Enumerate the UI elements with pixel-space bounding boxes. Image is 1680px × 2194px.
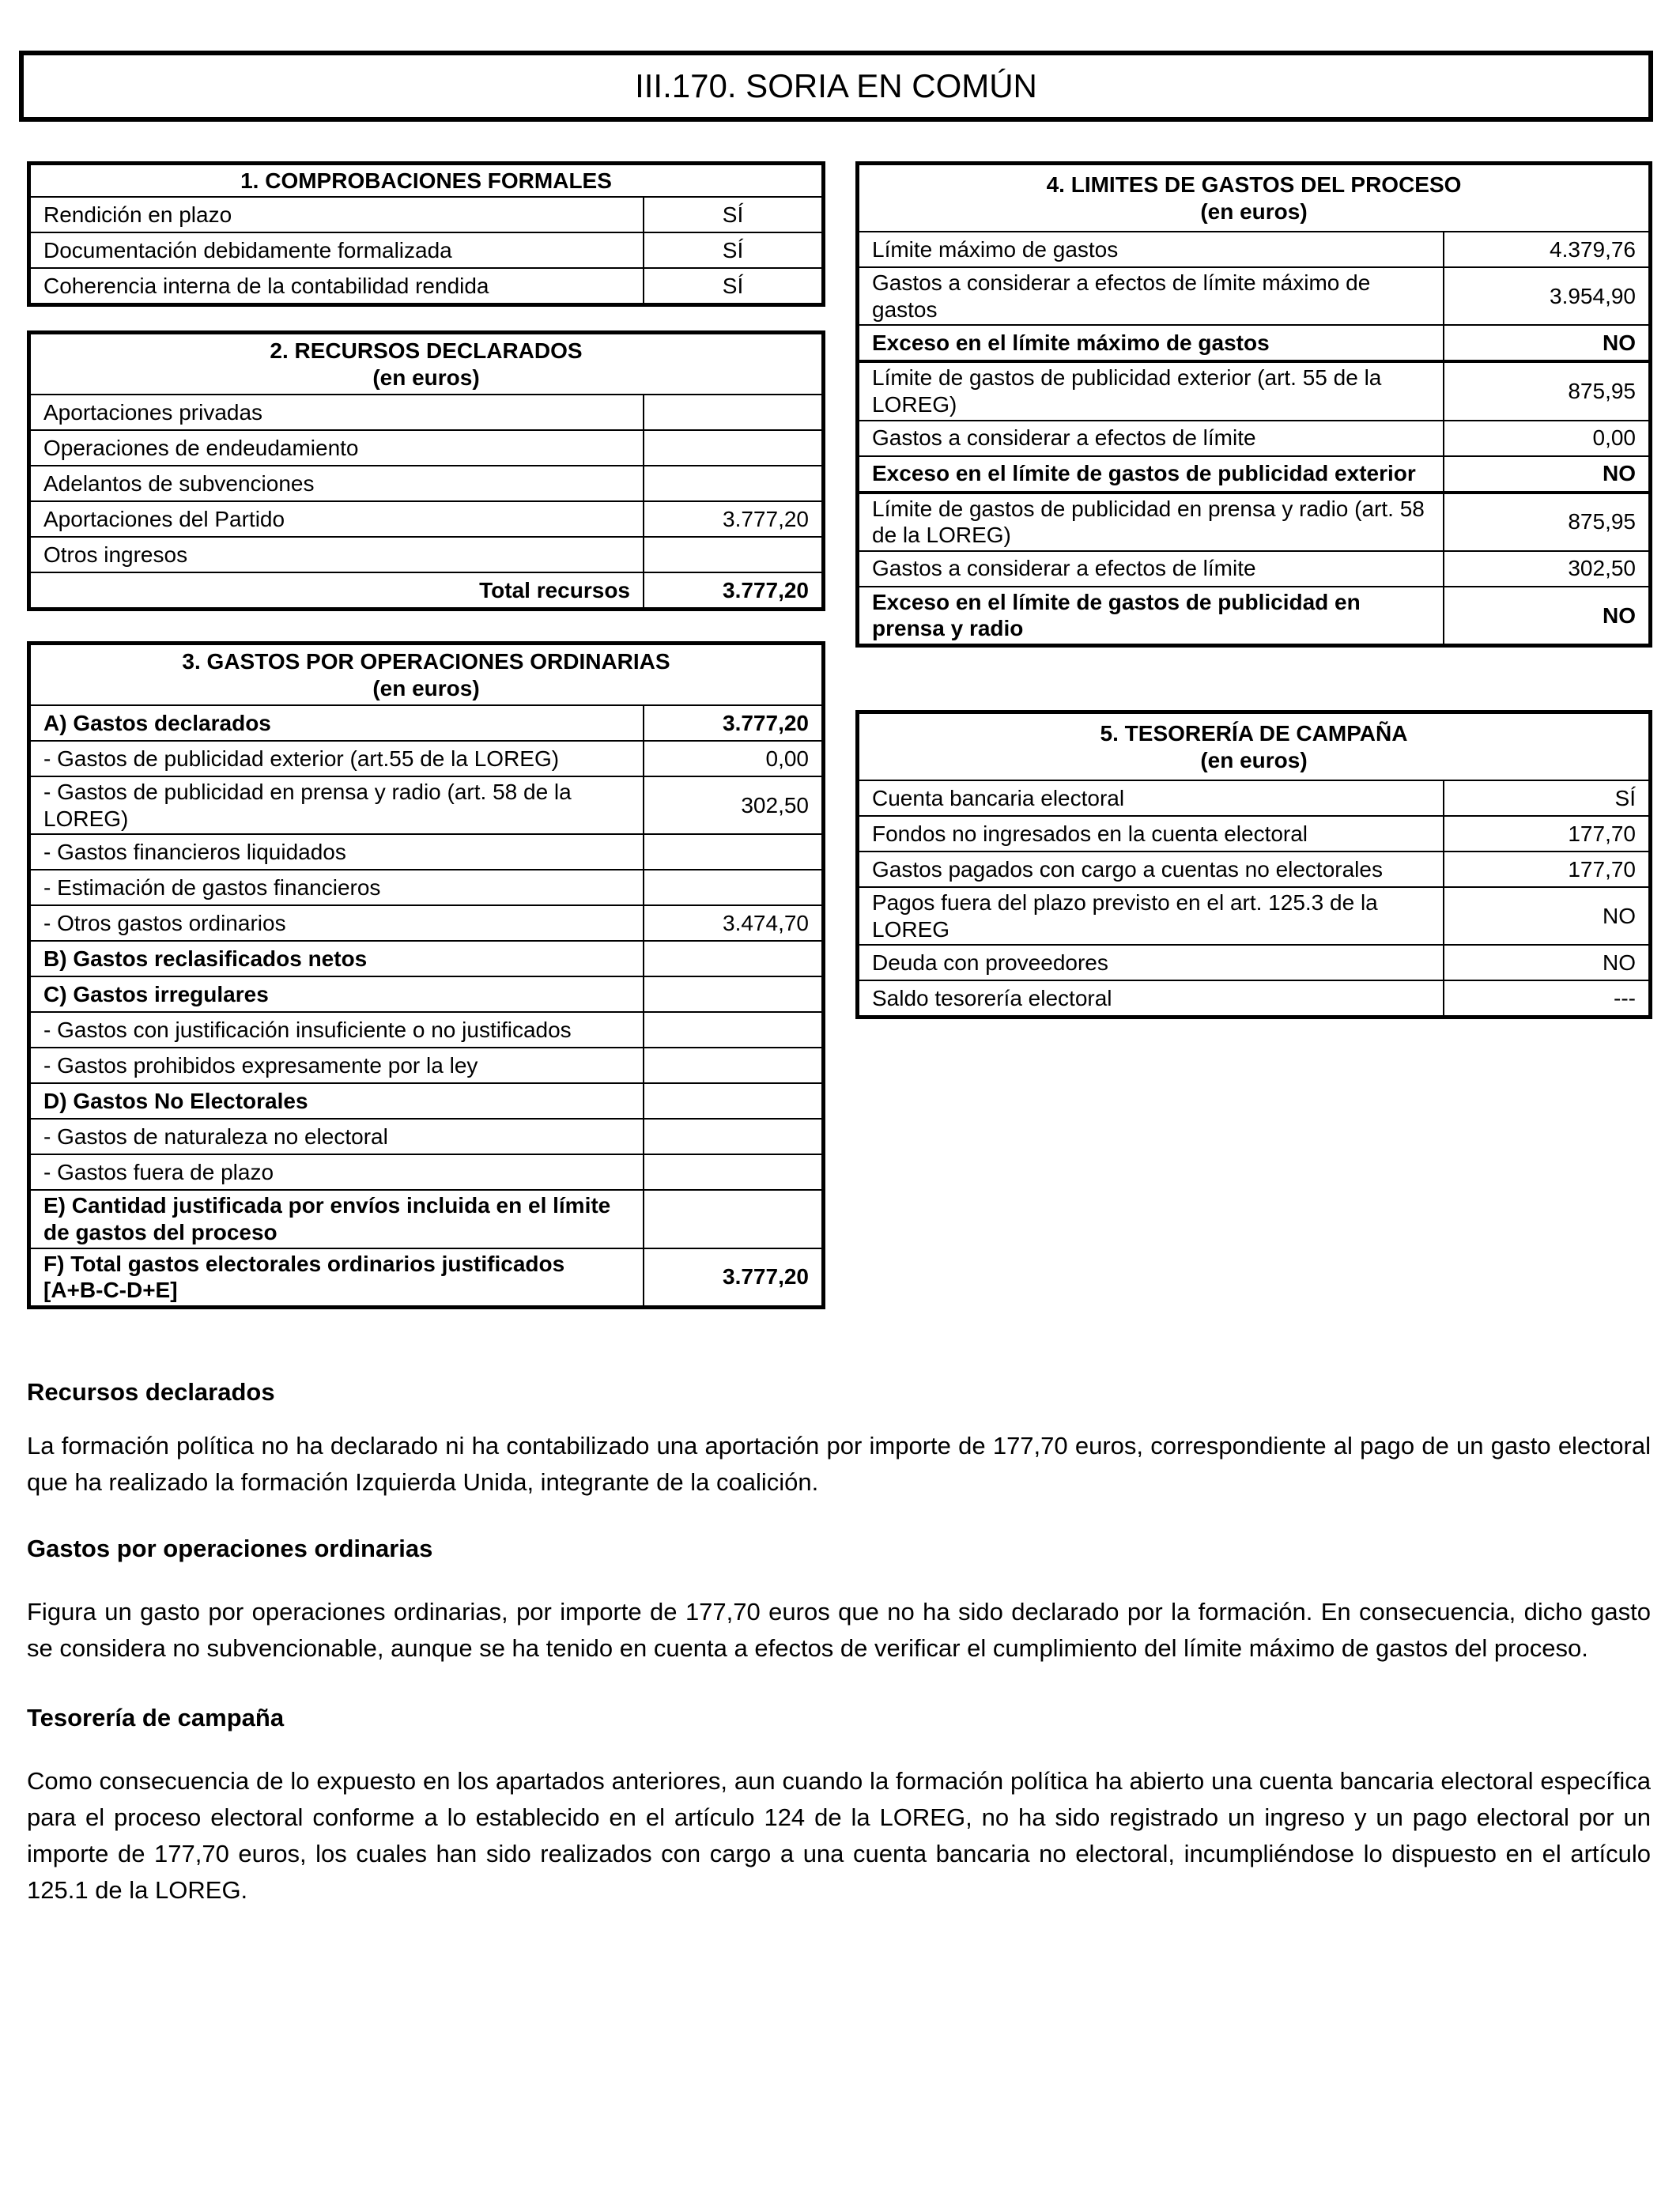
row-label: B) Gastos reclasificados netos [31, 941, 644, 976]
table-header-title: 3. GASTOS POR OPERACIONES ORDINARIAS [182, 649, 670, 674]
row-label: Límite de gastos de publicidad exterior (art. 55 de la LOREG) [859, 361, 1444, 420]
table-header-title: 2. RECURSOS DECLARADOS [270, 338, 583, 363]
row-value: 3.777,20 [644, 501, 821, 537]
table-row [31, 268, 821, 303]
table-row [31, 395, 821, 430]
table-row [859, 587, 1648, 644]
table-row [859, 816, 1648, 852]
table-row [31, 1012, 821, 1048]
table-row [31, 501, 821, 537]
row-label: Exceso en el límite de gastos de publicidad exterior [859, 456, 1444, 493]
row-label: - Gastos fuera de plazo [31, 1154, 644, 1190]
row-value [644, 466, 821, 501]
total-row [31, 572, 821, 607]
table-row [31, 537, 821, 572]
row-value: NO [1444, 887, 1648, 945]
row-value: 177,70 [1444, 852, 1648, 887]
section-heading-recursos: Recursos declarados [27, 1378, 275, 1406]
row-label: Fondos no ingresados en la cuenta electoral [859, 816, 1444, 852]
table-row [31, 776, 821, 834]
table-header-subtitle: (en euros) [1200, 747, 1308, 772]
row-value: 302,50 [1444, 551, 1648, 587]
table-row [859, 780, 1648, 816]
row-label: - Gastos financieros liquidados [31, 834, 644, 870]
section-heading-tesoreria: Tesorería de campaña [27, 1704, 285, 1731]
row-value: 4.379,76 [1444, 232, 1648, 267]
row-label: Saldo tesorería electoral [859, 980, 1444, 1015]
row-value [644, 1012, 821, 1048]
table-header [859, 714, 1648, 780]
table-header-subtitle: (en euros) [1200, 198, 1308, 224]
row-value: 875,95 [1444, 493, 1648, 551]
row-label: A) Gastos declarados [31, 705, 644, 741]
table-row [31, 1119, 821, 1154]
table-row [31, 905, 821, 941]
row-label: Gastos pagados con cargo a cuentas no electorales [859, 852, 1444, 887]
table-comprobaciones-formales [27, 161, 825, 307]
row-value: 3.474,70 [644, 905, 821, 941]
row-label: Documentación debidamente formalizada [31, 232, 644, 268]
row-label: Coherencia interna de la contabilidad rendida [31, 268, 644, 303]
row-value: --- [1444, 980, 1648, 1015]
row-label: - Gastos de publicidad en prensa y radio (art. 58 de la LOREG) [31, 776, 644, 834]
row-label: - Otros gastos ordinarios [31, 905, 644, 941]
row-value [644, 1190, 821, 1248]
table-header [31, 645, 821, 705]
row-label: Gastos a considerar a efectos de límite [859, 421, 1444, 456]
table-row [31, 741, 821, 776]
row-label: F) Total gastos electorales ordinarios justificados [A+B-C-D+E] [31, 1248, 644, 1305]
row-value: SÍ [644, 232, 821, 268]
row-label: Exceso en el límite máximo de gastos [859, 325, 1444, 361]
table-header-subtitle: (en euros) [372, 675, 480, 700]
row-value: 302,50 [644, 776, 821, 834]
row-label: Límite máximo de gastos [859, 232, 1444, 267]
row-label: Operaciones de endeudamiento [31, 430, 644, 466]
table-row [31, 1248, 821, 1305]
table-recursos-declarados [27, 330, 825, 611]
table-row [859, 232, 1648, 267]
table-row [31, 466, 821, 501]
row-label: D) Gastos No Electorales [31, 1083, 644, 1119]
row-label: E) Cantidad justificada por envíos incluida en el límite de gastos del proceso [31, 1190, 644, 1248]
row-label: Deuda con proveedores [859, 945, 1444, 980]
row-label: Rendición en plazo [31, 197, 644, 232]
table-row [31, 976, 821, 1012]
row-value [644, 870, 821, 905]
table-row [859, 325, 1648, 361]
table-row [31, 1048, 821, 1083]
row-label: - Gastos de publicidad exterior (art.55 de la LOREG) [31, 741, 644, 776]
row-label: Adelantos de subvenciones [31, 466, 644, 501]
total-value: 3.777,20 [644, 572, 821, 607]
row-value: 3.777,20 [644, 705, 821, 741]
table-row [859, 456, 1648, 493]
total-label: Total recursos [31, 572, 644, 607]
table-row [859, 421, 1648, 456]
page-title: III.170. SORIA EN COMÚN [19, 51, 1653, 122]
row-label: Gastos a considerar a efectos de límite máximo de gastos [859, 267, 1444, 325]
row-value: NO [1444, 325, 1648, 361]
table-header [31, 334, 821, 395]
table-row [31, 1154, 821, 1190]
row-value: NO [1444, 945, 1648, 980]
row-label: Límite de gastos de publicidad en prensa y radio (art. 58 de la LOREG) [859, 493, 1444, 551]
table-gastos-ordinarios [27, 641, 825, 1309]
table-row [31, 232, 821, 268]
table-row [859, 493, 1648, 551]
row-value [644, 430, 821, 466]
row-label: - Gastos de naturaleza no electoral [31, 1119, 644, 1154]
row-value [644, 1154, 821, 1190]
row-value [644, 1048, 821, 1083]
section-heading-gastos: Gastos por operaciones ordinarias [27, 1535, 433, 1562]
table-row [31, 870, 821, 905]
table-row [31, 1083, 821, 1119]
table-header [859, 165, 1648, 232]
row-label: - Gastos con justificación insuficiente o no justificados [31, 1012, 644, 1048]
row-value [644, 537, 821, 572]
row-value: 0,00 [644, 741, 821, 776]
table-row [859, 267, 1648, 325]
row-label: Aportaciones privadas [31, 395, 644, 430]
row-value [644, 1119, 821, 1154]
row-label: Pagos fuera del plazo previsto en el art. 125.3 de la LOREG [859, 887, 1444, 945]
table-row [31, 430, 821, 466]
row-value: 0,00 [1444, 421, 1648, 456]
row-value: 875,95 [1444, 361, 1648, 420]
row-value: 177,70 [1444, 816, 1648, 852]
table-row [31, 941, 821, 976]
row-label: Otros ingresos [31, 537, 644, 572]
row-label: Cuenta bancaria electoral [859, 780, 1444, 816]
row-value: SÍ [644, 268, 821, 303]
table-row [31, 197, 821, 232]
row-value [644, 1083, 821, 1119]
table-header-title: 5. TESORERÍA DE CAMPAÑA [1100, 721, 1408, 746]
row-label: Aportaciones del Partido [31, 501, 644, 537]
table-row [31, 705, 821, 741]
table-row [859, 945, 1648, 980]
table-row [859, 887, 1648, 945]
table-row [859, 980, 1648, 1015]
row-label: - Gastos prohibidos expresamente por la ley [31, 1048, 644, 1083]
table-row [859, 852, 1648, 887]
row-value [644, 834, 821, 870]
row-value: 3.954,90 [1444, 267, 1648, 325]
row-label: Gastos a considerar a efectos de límite [859, 551, 1444, 587]
row-label: Exceso en el límite de gastos de publicidad en prensa y radio [859, 587, 1444, 644]
row-value: NO [1444, 587, 1648, 644]
table-limites-gastos [855, 161, 1652, 648]
table-header-title: 4. LIMITES DE GASTOS DEL PROCESO [1046, 172, 1462, 197]
row-value: 3.777,20 [644, 1248, 821, 1305]
paragraph-recursos: La formación política no ha declarado ni ha contabilizado una aportación por importe de 177,70 euros, correspondiente al pago de un gasto electoral que ha realizado la formación Izquierda Unida, integrante de la coalición. [27, 1432, 1651, 1496]
report-text [27, 1374, 1651, 1909]
row-value: SÍ [644, 197, 821, 232]
row-label: - Estimación de gastos financieros [31, 870, 644, 905]
table-header: 1. COMPROBACIONES FORMALES [31, 165, 821, 197]
row-value [644, 976, 821, 1012]
row-value: SÍ [1444, 780, 1648, 816]
table-tesoreria-campana [855, 710, 1652, 1019]
paragraph-tesoreria: Como consecuencia de lo expuesto en los apartados anteriores, aun cuando la formación política ha abierto una cuenta bancaria electoral específica para el proceso electoral conforme a lo establecido en el artículo 124 de la LOREG, no ha sido registrado un ingreso y un pago electoral por un importe de 177,70 euros, los cuales han sido realizados con cargo a una cuenta bancaria no electoral, incumpliéndose lo dispuesto en el artículo 125.1 de la LOREG. [27, 1767, 1651, 1904]
row-value [644, 395, 821, 430]
paragraph-gastos: Figura un gasto por operaciones ordinarias, por importe de 177,70 euros que no ha sido declarado por la formación. En consecuencia, dicho gasto se considera no subvencionable, aunque se ha tenido en cuenta a efectos de verificar el cumplimiento del límite máximo de gastos del proceso. [27, 1598, 1651, 1662]
row-value: NO [1444, 456, 1648, 493]
table-row [859, 551, 1648, 587]
table-row [859, 361, 1648, 420]
row-value [644, 941, 821, 976]
table-header-subtitle: (en euros) [372, 364, 480, 390]
table-row [31, 834, 821, 870]
row-label: C) Gastos irregulares [31, 976, 644, 1012]
table-row [31, 1190, 821, 1248]
